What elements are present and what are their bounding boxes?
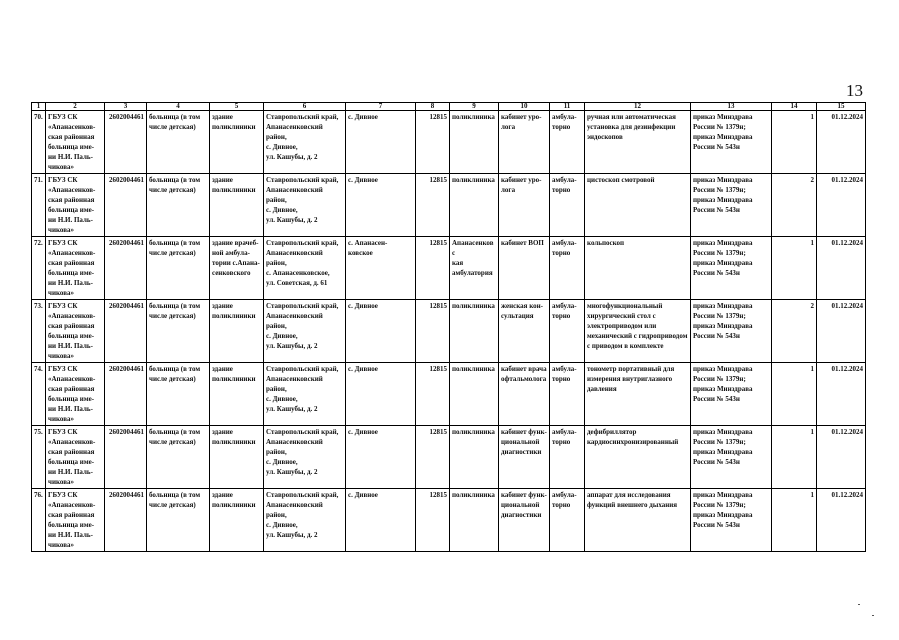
locality: с. Дивное (346, 174, 416, 237)
facility-type: больница (в том числе детская) (147, 174, 210, 237)
room-name: женская кон- сультация (499, 300, 550, 363)
care-form: амбула- торно (550, 174, 585, 237)
date: 01.12.2024 (817, 426, 866, 489)
org-code: 2602004461 (105, 489, 147, 552)
date: 01.12.2024 (817, 174, 866, 237)
room-name: кабинет функ- циональной диагностики (499, 489, 550, 552)
organization-name: ГБУЗ СК «Апанасенков- ская районная больница име- ни Н.И. Паль- чикова» (46, 489, 105, 552)
row-number: 74. (32, 363, 46, 426)
column-number: 6 (264, 103, 346, 111)
locality-code: 12815 (416, 363, 450, 426)
quantity: 1 (772, 363, 817, 426)
legal-basis: приказ Минздрава России № 1379н; приказ Минздрава России № 543н (691, 237, 772, 300)
column-number: 10 (499, 103, 550, 111)
address: Ставропольский край, Апанасенковский район, с. Дивное, ул. Кашубы, д. 2 (264, 489, 346, 552)
locality: с. Дивное (346, 111, 416, 174)
legal-basis: приказ Минздрава России № 1379н; приказ Минздрава России № 543н (691, 363, 772, 426)
legal-basis: приказ Минздрава России № 1379н; приказ Минздрава России № 543н (691, 111, 772, 174)
locality-code: 12815 (416, 111, 450, 174)
building-name: здание поликлиники (210, 300, 264, 363)
quantity: 1 (772, 489, 817, 552)
address: Ставропольский край, Апанасенковский район, с. Дивное, ул. Кашубы, д. 2 (264, 426, 346, 489)
legal-basis: приказ Минздрава России № 1379н; приказ Минздрава России № 543н (691, 300, 772, 363)
column-number: 9 (450, 103, 499, 111)
quantity: 2 (772, 174, 817, 237)
room-name: кабинет врача офтальмолога (499, 363, 550, 426)
subdivision: поликлиника (450, 300, 499, 363)
locality: с. Дивное (346, 426, 416, 489)
care-form: амбула- торно (550, 300, 585, 363)
row-number: 70. (32, 111, 46, 174)
building-name: здание поликлиники (210, 363, 264, 426)
date: 01.12.2024 (817, 489, 866, 552)
equipment-name: тонометр портативный для измерения внутриглазного давления (585, 363, 691, 426)
locality: с. Дивное (346, 489, 416, 552)
locality-code: 12815 (416, 300, 450, 363)
org-code: 2602004461 (105, 111, 147, 174)
facility-type: больница (в том числе детская) (147, 300, 210, 363)
column-number: 12 (585, 103, 691, 111)
care-form: амбула- торно (550, 363, 585, 426)
date: 01.12.2024 (817, 111, 866, 174)
building-name: здание поликлиники (210, 174, 264, 237)
org-code: 2602004461 (105, 300, 147, 363)
locality: с. Апанасен- ковское (346, 237, 416, 300)
locality-code: 12815 (416, 426, 450, 489)
subdivision: поликлиника (450, 174, 499, 237)
scan-speck (858, 604, 860, 605)
address: Ставропольский край, Апанасенковский район, с. Дивное, ул. Кашубы, д. 2 (264, 363, 346, 426)
column-number: 14 (772, 103, 817, 111)
address: Ставропольский край, Апанасенковский район, с. Дивное, ул. Кашубы, д. 2 (264, 174, 346, 237)
locality: с. Дивное (346, 363, 416, 426)
column-number: 11 (550, 103, 585, 111)
organization-name: ГБУЗ СК «Апанасенков- ская районная больница име- ни Н.И. Паль- чикова» (46, 300, 105, 363)
care-form: амбула- торно (550, 111, 585, 174)
equipment-name: ручная или автоматическая установка для дезинфекции эндоскопов (585, 111, 691, 174)
row-number: 76. (32, 489, 46, 552)
org-code: 2602004461 (105, 174, 147, 237)
organization-name: ГБУЗ СК «Апанасенков- ская районная больница име- ни Н.И. Паль- чикова» (46, 426, 105, 489)
table-row (32, 363, 866, 426)
org-code: 2602004461 (105, 426, 147, 489)
care-form: амбула- торно (550, 489, 585, 552)
column-number: 4 (147, 103, 210, 111)
facility-type: больница (в том числе детская) (147, 111, 210, 174)
equipment-name: аппарат для исследования функций внешнего дыхания (585, 489, 691, 552)
locality-code: 12815 (416, 489, 450, 552)
room-name: кабинет функ- циональной диагностики (499, 426, 550, 489)
column-number-row (32, 103, 866, 111)
column-number: 5 (210, 103, 264, 111)
row-number: 73. (32, 300, 46, 363)
address: Ставропольский край, Апанасенковский район, с. Апанасенковское, ул. Советская, д. 61 (264, 237, 346, 300)
column-number: 13 (691, 103, 772, 111)
legal-basis: приказ Минздрава России № 1379н; приказ Минздрава России № 543н (691, 489, 772, 552)
facility-type: больница (в том числе детская) (147, 237, 210, 300)
table-row (32, 300, 866, 363)
care-form: амбула- торно (550, 426, 585, 489)
column-number: 1 (32, 103, 46, 111)
column-number: 3 (105, 103, 147, 111)
room-name: кабинет уро- лога (499, 111, 550, 174)
care-form: амбула- торно (550, 237, 585, 300)
page-number: 13 (846, 81, 863, 100)
locality: с. Дивное (346, 300, 416, 363)
building-name: здание поликлиники (210, 426, 264, 489)
quantity: 2 (772, 300, 817, 363)
facility-type: больница (в том числе детская) (147, 426, 210, 489)
organization-name: ГБУЗ СК «Апанасенков- ская районная больница име- ни Н.И. Паль- чикова» (46, 111, 105, 174)
subdivision: поликлиника (450, 426, 499, 489)
locality-code: 12815 (416, 174, 450, 237)
equipment-register-table (31, 102, 866, 552)
room-name: кабинет ВОП (499, 237, 550, 300)
legal-basis: приказ Минздрава России № 1379н; приказ Минздрава России № 543н (691, 174, 772, 237)
quantity: 1 (772, 426, 817, 489)
address: Ставропольский край, Апанасенковский район, с. Дивное, ул. Кашубы, д. 2 (264, 111, 346, 174)
row-number: 75. (32, 426, 46, 489)
column-number: 15 (817, 103, 866, 111)
column-number: 7 (346, 103, 416, 111)
table-row (32, 174, 866, 237)
equipment-name: дефибриллятор кардиосинхронизированный (585, 426, 691, 489)
equipment-name: цистоскоп смотровой (585, 174, 691, 237)
date: 01.12.2024 (817, 237, 866, 300)
org-code: 2602004461 (105, 363, 147, 426)
column-number: 2 (46, 103, 105, 111)
organization-name: ГБУЗ СК «Апанасенков- ская районная больница име- ни Н.И. Паль- чикова» (46, 363, 105, 426)
row-number: 71. (32, 174, 46, 237)
building-name: здание врачеб- ной амбула- тории с.Апана- сенковского (210, 237, 264, 300)
address: Ставропольский край, Апанасенковский район, с. Дивное, ул. Кашубы, д. 2 (264, 300, 346, 363)
building-name: здание поликлиники (210, 111, 264, 174)
organization-name: ГБУЗ СК «Апанасенков- ская районная больница име- ни Н.И. Паль- чикова» (46, 237, 105, 300)
facility-type: больница (в том числе детская) (147, 363, 210, 426)
table-row (32, 237, 866, 300)
table-row (32, 111, 866, 174)
facility-type: больница (в том числе детская) (147, 489, 210, 552)
date: 01.12.2024 (817, 363, 866, 426)
equipment-name: кольпоскоп (585, 237, 691, 300)
org-code: 2602004461 (105, 237, 147, 300)
quantity: 1 (772, 237, 817, 300)
building-name: здание поликлиники (210, 489, 264, 552)
table-row (32, 426, 866, 489)
scan-speck (872, 615, 874, 616)
equipment-name: многофункциональный хирургический стол с электроприводом или механический с гидроприводом с приводом в комплекте (585, 300, 691, 363)
subdivision: поликлиника (450, 111, 499, 174)
legal-basis: приказ Минздрава России № 1379н; приказ Минздрава России № 543н (691, 426, 772, 489)
date: 01.12.2024 (817, 300, 866, 363)
organization-name: ГБУЗ СК «Апанасенков- ская районная больница име- ни Н.И. Паль- чикова» (46, 174, 105, 237)
row-number: 72. (32, 237, 46, 300)
room-name: кабинет уро- лога (499, 174, 550, 237)
quantity: 1 (772, 111, 817, 174)
subdivision: Апанасенковс кая амбулатория (450, 237, 499, 300)
subdivision: поликлиника (450, 363, 499, 426)
locality-code: 12815 (416, 237, 450, 300)
table-row (32, 489, 866, 552)
subdivision: поликлиника (450, 489, 499, 552)
column-number: 8 (416, 103, 450, 111)
